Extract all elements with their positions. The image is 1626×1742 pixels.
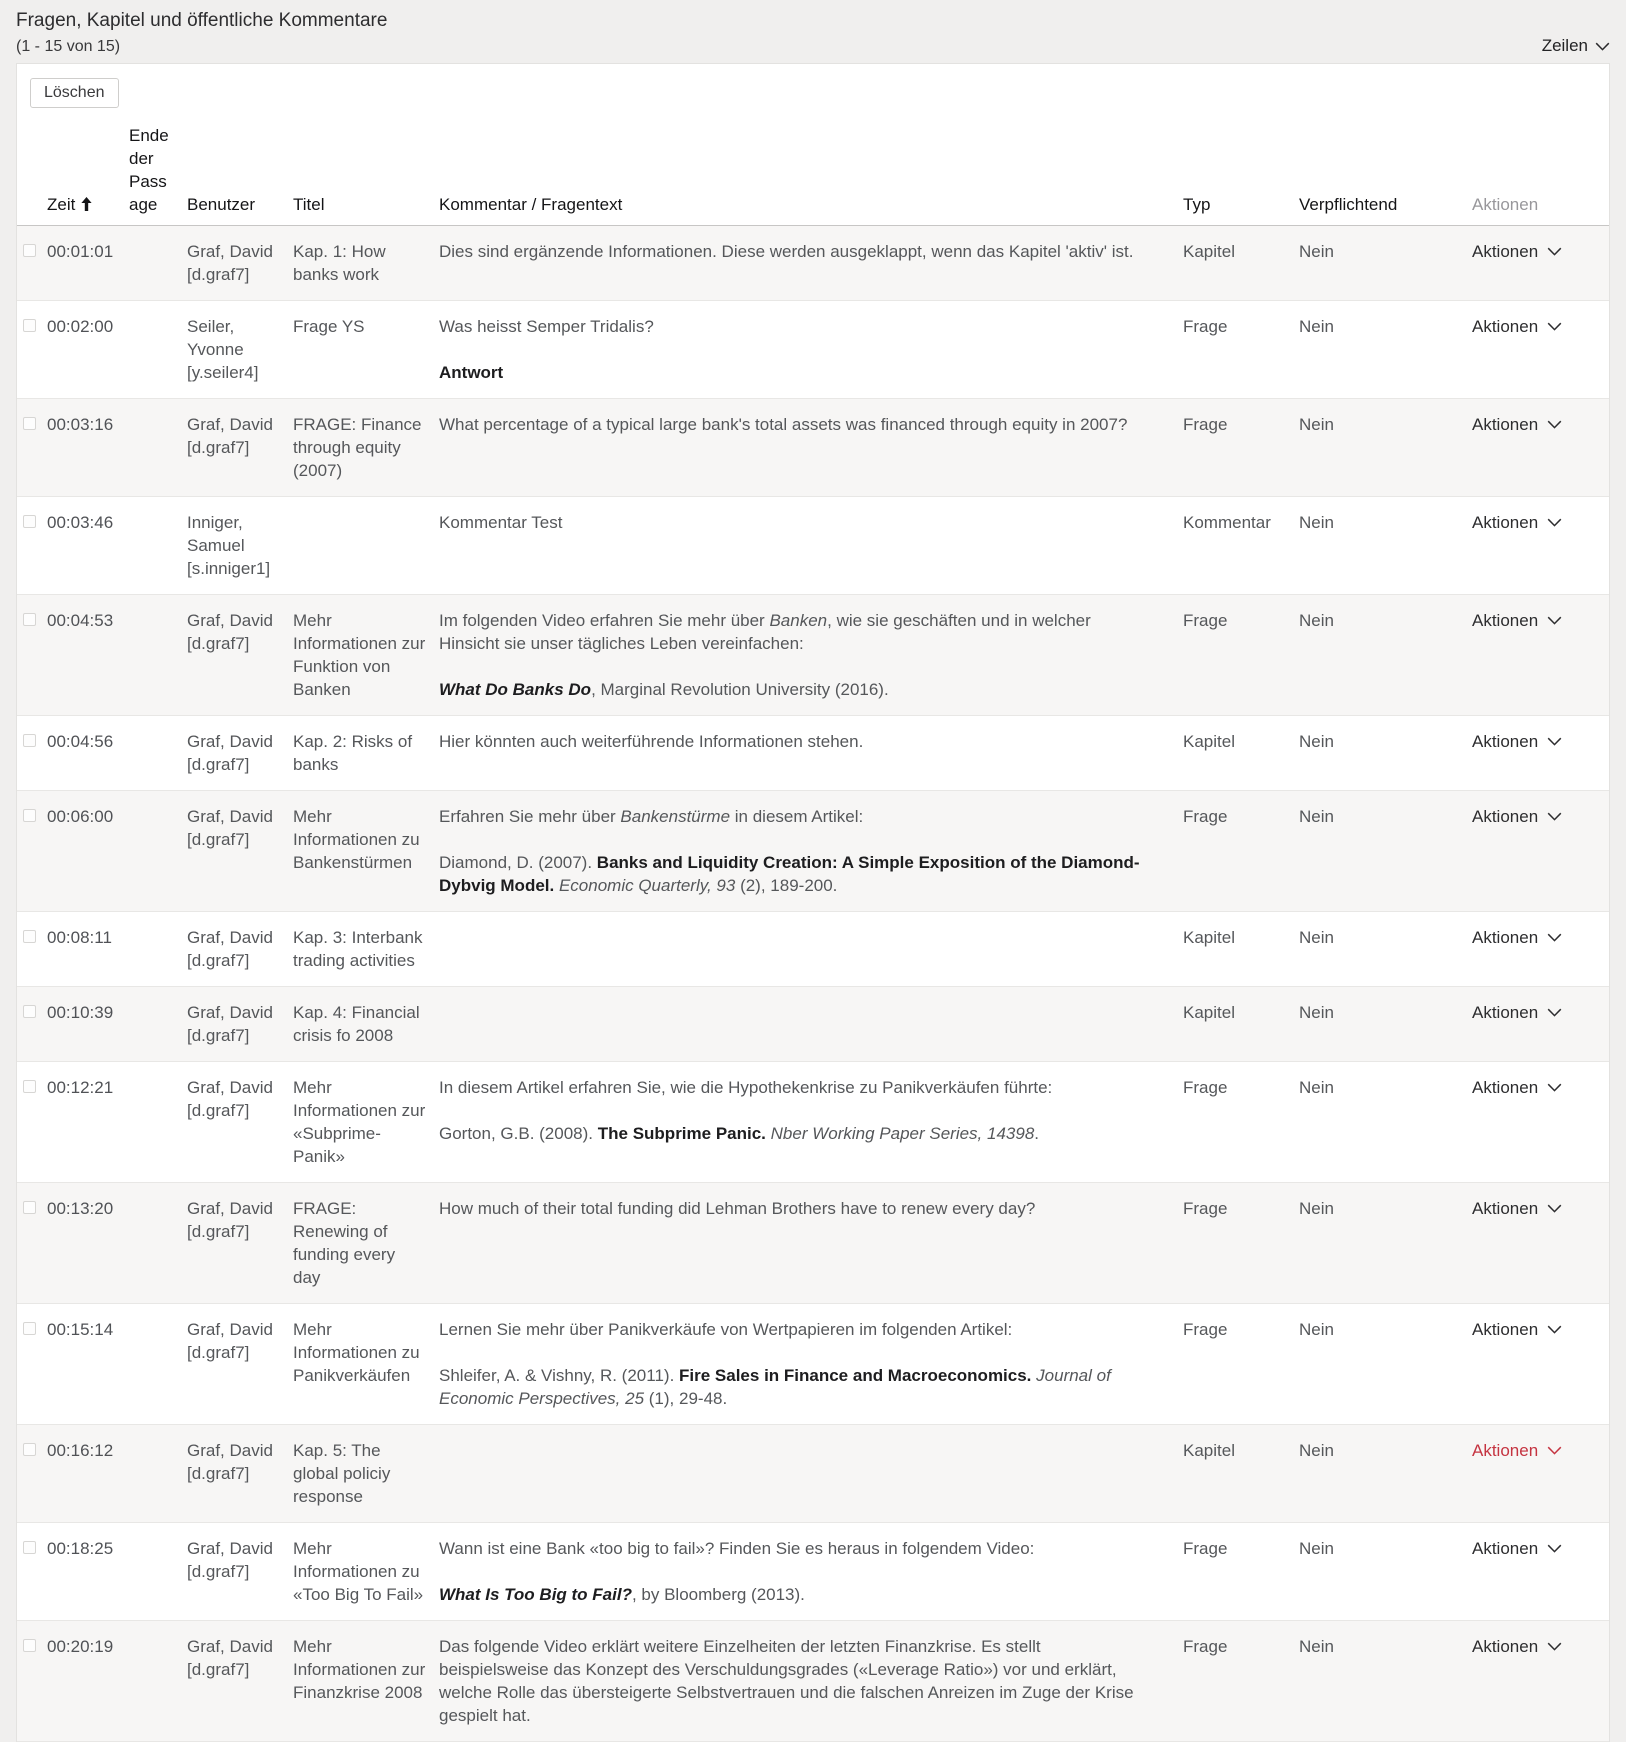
title-cell: Kap. 1: How banks work <box>293 242 386 284</box>
user-cell: Graf, David [d.graf7] <box>187 1637 273 1679</box>
title-cell: Kap. 4: Financial crisis fo 2008 <box>293 1003 420 1045</box>
chevron-down-icon <box>1547 1642 1562 1651</box>
time-cell: 00:03:46 <box>47 513 114 532</box>
row-checkbox[interactable] <box>23 1443 36 1456</box>
time-cell: 00:08:11 <box>47 928 112 947</box>
title-cell: Mehr Informationen zur Finanzkrise 2008 <box>293 1637 426 1702</box>
header-verpflichtend[interactable]: Verpflichtend <box>1299 124 1462 226</box>
comment-text-run: Banken <box>769 611 828 630</box>
user-cell: Graf, David [d.graf7] <box>187 242 273 284</box>
time-cell: 00:04:56 <box>47 732 114 751</box>
chevron-down-icon <box>1547 1446 1562 1455</box>
comment-text-run: Shleifer, A. & Vishny, R. (2011). <box>439 1366 680 1385</box>
mandatory-cell: Nein <box>1299 513 1334 532</box>
type-cell: Frage <box>1183 1320 1228 1339</box>
row-checkbox[interactable] <box>23 1005 36 1018</box>
comment-text-run: What Is Too Big to Fail? <box>439 1585 632 1604</box>
table-row <box>17 912 1609 987</box>
comment-text-run: Gorton, G.B. (2008). <box>439 1124 598 1143</box>
comment-text-run: Lernen Sie mehr über Panikverkäufe von Wertpapieren im folgenden Artikel: <box>439 1320 1013 1339</box>
comment-paragraph <box>439 1583 1143 1606</box>
user-cell: Graf, David [d.graf7] <box>187 1441 273 1483</box>
mandatory-cell: Nein <box>1299 1441 1334 1460</box>
mandatory-cell: Nein <box>1299 1320 1334 1339</box>
sort-ascending-icon <box>81 197 92 211</box>
comment-paragraph <box>439 511 1143 534</box>
row-checkbox[interactable] <box>23 1080 36 1093</box>
title-cell: Mehr Informationen zur Funktion von Banken <box>293 611 426 699</box>
type-cell: Frage <box>1183 1539 1228 1558</box>
header-passage-end[interactable]: Ende der Passage <box>129 124 187 226</box>
comment-cell <box>439 1062 1183 1183</box>
mandatory-cell: Nein <box>1299 1078 1334 1097</box>
time-cell: 00:13:20 <box>47 1199 114 1218</box>
title-cell: Mehr Informationen zu «Too Big To Fail» <box>293 1539 424 1604</box>
chevron-down-icon <box>1547 1083 1562 1092</box>
passage-end-cell <box>129 226 187 301</box>
page-title: Fragen, Kapitel und öffentliche Kommentare <box>16 10 388 31</box>
title-cell: Mehr Informationen zu Panikverkäufen <box>293 1320 420 1385</box>
comment-text-run: Banks and Liquidity Creation: A Simple Exposition of the Diamond-Dybvig Model. <box>439 853 1140 895</box>
row-actions-button[interactable]: Aktionen <box>1472 240 1562 263</box>
mandatory-cell: Nein <box>1299 242 1334 261</box>
time-cell: 00:20:19 <box>47 1637 114 1656</box>
comment-cell <box>439 1425 1183 1523</box>
comment-cell <box>439 399 1183 497</box>
comment-cell <box>439 1621 1183 1742</box>
comment-text-run: , Marginal Revolution University (2016). <box>591 680 889 699</box>
type-cell: Frage <box>1183 611 1228 630</box>
row-checkbox[interactable] <box>23 1322 36 1335</box>
mandatory-cell: Nein <box>1299 732 1334 751</box>
table-row <box>17 226 1609 301</box>
table-row <box>17 1425 1609 1523</box>
title-cell: FRAGE: Renewing of funding every day <box>293 1199 396 1287</box>
title-cell: Kap. 5: The global policiy response <box>293 1441 391 1506</box>
time-cell: 00:12:21 <box>47 1078 114 1097</box>
comment-text-run: How much of their total funding did Lehman Brothers have to renew every day? <box>439 1199 1036 1218</box>
row-checkbox[interactable] <box>23 1639 36 1652</box>
comment-text-run: Dies sind ergänzende Informationen. Diese werden ausgeklappt, wenn das Kapitel 'aktiv' ist. <box>439 242 1134 261</box>
comment-paragraph <box>439 609 1143 655</box>
type-cell: Kommentar <box>1183 513 1271 532</box>
table-row <box>17 1304 1609 1425</box>
comment-cell <box>439 987 1183 1062</box>
table-row <box>17 399 1609 497</box>
row-actions-button[interactable]: Aktionen <box>1472 1439 1562 1462</box>
comment-text-run: Journal of Economic Perspectives, 25 <box>439 1366 1111 1408</box>
comment-paragraph <box>439 1537 1143 1560</box>
time-cell: 00:04:53 <box>47 611 114 630</box>
row-actions-button[interactable]: Aktionen <box>1472 511 1562 534</box>
comment-cell <box>439 716 1183 791</box>
row-actions-button[interactable]: Aktionen <box>1472 609 1562 632</box>
table-row <box>17 497 1609 595</box>
comment-cell <box>439 1304 1183 1425</box>
chevron-down-icon <box>1547 518 1562 527</box>
title-cell: FRAGE: Finance through equity (2007) <box>293 415 422 480</box>
chevron-down-icon <box>1547 322 1562 331</box>
table-header-row <box>17 124 1609 226</box>
type-cell: Kapitel <box>1183 242 1235 261</box>
chevron-down-icon <box>1547 1204 1562 1213</box>
comment-text-run: Fire Sales in Finance and Macroeconomics. <box>679 1366 1032 1385</box>
header-kommentar[interactable]: Kommentar / Fragentext <box>439 124 1183 226</box>
mandatory-cell: Nein <box>1299 317 1334 336</box>
chevron-down-icon <box>1547 933 1562 942</box>
type-cell: Frage <box>1183 807 1228 826</box>
user-cell: Graf, David [d.graf7] <box>187 611 273 653</box>
passage-end-cell <box>129 1183 187 1304</box>
type-cell: Frage <box>1183 415 1228 434</box>
mandatory-cell: Nein <box>1299 1199 1334 1218</box>
user-cell: Graf, David [d.graf7] <box>187 732 273 774</box>
user-cell: Graf, David [d.graf7] <box>187 807 273 849</box>
user-cell: Inniger, Samuel [s.inniger1] <box>187 513 271 578</box>
delete-button[interactable]: Löschen <box>30 78 119 108</box>
row-actions-button[interactable]: Aktionen <box>1472 1635 1562 1658</box>
type-cell: Frage <box>1183 317 1228 336</box>
mandatory-cell: Nein <box>1299 611 1334 630</box>
comment-paragraph <box>439 851 1143 897</box>
table-row <box>17 301 1609 399</box>
rows-dropdown[interactable] <box>1542 36 1610 56</box>
table-panel <box>16 63 1610 1742</box>
comment-paragraph <box>439 1635 1143 1727</box>
comment-cell <box>439 912 1183 987</box>
row-actions-button[interactable]: Aktionen <box>1472 315 1562 338</box>
comment-paragraph <box>439 361 1143 384</box>
chevron-down-icon <box>1547 1544 1562 1553</box>
table-row <box>17 1523 1609 1621</box>
table-row <box>17 1062 1609 1183</box>
comment-cell <box>439 595 1183 716</box>
result-range: (1 - 15 von 15) <box>16 38 121 55</box>
mandatory-cell: Nein <box>1299 1637 1334 1656</box>
mandatory-cell: Nein <box>1299 1003 1334 1022</box>
comment-text-run: in diesem Artikel: <box>730 807 864 826</box>
row-actions-button[interactable]: Aktionen <box>1472 1076 1562 1099</box>
comment-text-run: Kommentar Test <box>439 513 563 532</box>
comment-text-run: Nber Working Paper Series, 14398 <box>770 1124 1035 1143</box>
header-aktionen: Aktionen <box>1462 124 1609 226</box>
row-checkbox[interactable] <box>23 930 36 943</box>
time-cell: 00:16:12 <box>47 1441 114 1460</box>
comment-paragraph <box>439 730 1143 753</box>
passage-end-cell <box>129 595 187 716</box>
passage-end-cell <box>129 1062 187 1183</box>
row-checkbox[interactable] <box>23 244 36 257</box>
mandatory-cell: Nein <box>1299 1539 1334 1558</box>
mandatory-cell: Nein <box>1299 415 1334 434</box>
row-actions-button[interactable]: Aktionen <box>1472 1537 1562 1560</box>
comment-cell <box>439 226 1183 301</box>
user-cell: Graf, David [d.graf7] <box>187 415 273 457</box>
comment-text-run: Erfahren Sie mehr über <box>439 807 621 826</box>
title-cell: Kap. 2: Risks of banks <box>293 732 413 774</box>
comment-text-run: What Do Banks Do <box>439 680 592 699</box>
chevron-down-icon <box>1547 1008 1562 1017</box>
comment-text-run: , wie sie geschäften und in welcher Hinsicht sie unser tägliches Leben vereinfachen: <box>439 611 1091 653</box>
mandatory-cell: Nein <box>1299 807 1334 826</box>
table-row <box>17 987 1609 1062</box>
type-cell: Kapitel <box>1183 928 1235 947</box>
row-actions-button[interactable]: Aktionen <box>1472 1197 1562 1220</box>
comment-paragraph <box>439 805 1143 828</box>
table-row <box>17 595 1609 716</box>
passage-end-cell <box>129 791 187 912</box>
passage-end-cell <box>129 1304 187 1425</box>
comment-text-run: (2), 189-200. <box>735 876 838 895</box>
row-checkbox[interactable] <box>23 613 36 626</box>
title-cell: Mehr Informationen zu Bankenstürmen <box>293 807 420 872</box>
time-cell: 00:03:16 <box>47 415 114 434</box>
time-cell: 00:06:00 <box>47 807 114 826</box>
comment-cell <box>439 1183 1183 1304</box>
comment-text-run: Antwort <box>439 363 504 382</box>
time-cell: 00:01:01 <box>47 242 114 261</box>
time-cell: 00:10:39 <box>47 1003 114 1022</box>
row-checkbox[interactable] <box>23 515 36 528</box>
comment-text-run: Diamond, D. (2007). <box>439 853 597 872</box>
user-cell: Graf, David [d.graf7] <box>187 1320 273 1362</box>
row-actions-button[interactable]: Aktionen <box>1472 926 1562 949</box>
comment-cell <box>439 1523 1183 1621</box>
type-cell: Kapitel <box>1183 1441 1235 1460</box>
comment-text-run: Wann ist eine Bank «too big to fail»? Finden Sie es heraus in folgendem Video: <box>439 1539 1035 1558</box>
comment-text-run: Im folgenden Video erfahren Sie mehr über <box>439 611 770 630</box>
type-cell: Frage <box>1183 1199 1228 1218</box>
header-titel[interactable]: Titel <box>293 124 439 226</box>
comment-cell <box>439 301 1183 399</box>
type-cell: Kapitel <box>1183 1003 1235 1022</box>
row-checkbox[interactable] <box>23 1541 36 1554</box>
comment-text-run: Bankenstürme <box>620 807 731 826</box>
comment-text-run: . <box>1034 1124 1040 1143</box>
comment-cell <box>439 497 1183 595</box>
chevron-down-icon <box>1547 247 1562 256</box>
type-cell: Frage <box>1183 1078 1228 1097</box>
user-cell: Graf, David [d.graf7] <box>187 1539 273 1581</box>
row-actions-button[interactable]: Aktionen <box>1472 805 1562 828</box>
row-actions-button[interactable]: Aktionen <box>1472 413 1562 436</box>
chevron-down-icon <box>1547 420 1562 429</box>
comment-text-run: In diesem Artikel erfahren Sie, wie die Hypothekenkrise zu Panikverkäufen führte: <box>439 1078 1053 1097</box>
comment-paragraph <box>439 1122 1143 1145</box>
header-select <box>17 124 47 226</box>
chevron-down-icon <box>1547 812 1562 821</box>
user-cell: Graf, David [d.graf7] <box>187 928 273 970</box>
row-checkbox[interactable] <box>23 809 36 822</box>
passage-end-cell <box>129 1425 187 1523</box>
comment-text-run: The Subprime Panic. <box>597 1124 766 1143</box>
passage-end-cell <box>129 399 187 497</box>
passage-end-cell <box>129 1621 187 1742</box>
table-body <box>17 226 1609 1742</box>
comment-paragraph <box>439 1364 1143 1410</box>
comment-text-run: , by Bloomberg (2013). <box>631 1585 805 1604</box>
comment-text-run: (1), 29-48. <box>644 1389 728 1408</box>
title-cell: Frage YS <box>293 317 365 336</box>
comment-text-run: Hier könnten auch weiterführende Informationen stehen. <box>439 732 864 751</box>
chevron-down-icon <box>1547 737 1562 746</box>
title-cell: Kap. 3: Interbank trading activities <box>293 928 423 970</box>
row-actions-button[interactable]: Aktionen <box>1472 730 1562 753</box>
comments-table <box>17 124 1609 1742</box>
header-typ[interactable]: Typ <box>1183 124 1299 226</box>
comment-text-run: Was heisst Semper Tridalis? <box>439 317 654 336</box>
user-cell: Seiler, Yvonne [y.seiler4] <box>187 317 259 382</box>
rows-dropdown-label: Zeilen <box>1541 36 1588 55</box>
mandatory-cell: Nein <box>1299 928 1334 947</box>
chevron-down-icon <box>1547 1325 1562 1334</box>
user-cell: Graf, David [d.graf7] <box>187 1003 273 1045</box>
header-benutzer[interactable]: Benutzer <box>187 124 293 226</box>
comment-text-run: Das folgende Video erklärt weitere Einzelheiten der letzten Finanzkrise. Es stellt beispielsweise das Konzept des Verschuldungsgrades («Leverage Ratio») vor und erklärt, welche Rolle das übersteigerte Selbstvertrauen und die falschen Anreizen im Zuge der Krise gespielt hat. <box>439 1637 1134 1725</box>
header-zeit[interactable]: Zeit <box>47 124 129 226</box>
title-cell: Mehr Informationen zur «Subprime-Panik» <box>293 1078 426 1166</box>
page-header <box>0 0 1626 63</box>
time-cell: 00:18:25 <box>47 1539 114 1558</box>
row-checkbox[interactable] <box>23 1201 36 1214</box>
row-checkbox[interactable] <box>23 417 36 430</box>
comment-paragraph <box>439 240 1143 263</box>
time-cell: 00:02:00 <box>47 317 114 336</box>
comment-paragraph <box>439 1318 1143 1341</box>
chevron-down-icon <box>1547 616 1562 625</box>
row-checkbox[interactable] <box>23 319 36 332</box>
comment-text-run: Economic Quarterly, 93 <box>558 876 736 895</box>
table-row <box>17 791 1609 912</box>
comment-paragraph <box>439 1197 1143 1220</box>
passage-end-cell <box>129 1523 187 1621</box>
row-actions-button[interactable]: Aktionen <box>1472 1318 1562 1341</box>
comment-text-run: What percentage of a typical large bank's total assets was financed through equity in 2007? <box>439 415 1128 434</box>
comment-paragraph <box>439 678 1143 701</box>
chevron-down-icon <box>1595 42 1610 51</box>
type-cell: Frage <box>1183 1637 1228 1656</box>
passage-end-cell <box>129 497 187 595</box>
time-cell: 00:15:14 <box>47 1320 114 1339</box>
table-row <box>17 1621 1609 1742</box>
type-cell: Kapitel <box>1183 732 1235 751</box>
row-checkbox[interactable] <box>23 734 36 747</box>
passage-end-cell <box>129 301 187 399</box>
passage-end-cell <box>129 987 187 1062</box>
user-cell: Graf, David [d.graf7] <box>187 1078 273 1120</box>
row-actions-button[interactable]: Aktionen <box>1472 1001 1562 1024</box>
comment-cell <box>439 791 1183 912</box>
comment-paragraph <box>439 1076 1143 1099</box>
title-cell <box>293 497 439 595</box>
comment-paragraph <box>439 315 1143 338</box>
passage-end-cell <box>129 716 187 791</box>
comment-paragraph <box>439 413 1143 436</box>
passage-end-cell <box>129 912 187 987</box>
table-row <box>17 1183 1609 1304</box>
table-row <box>17 716 1609 791</box>
user-cell: Graf, David [d.graf7] <box>187 1199 273 1241</box>
